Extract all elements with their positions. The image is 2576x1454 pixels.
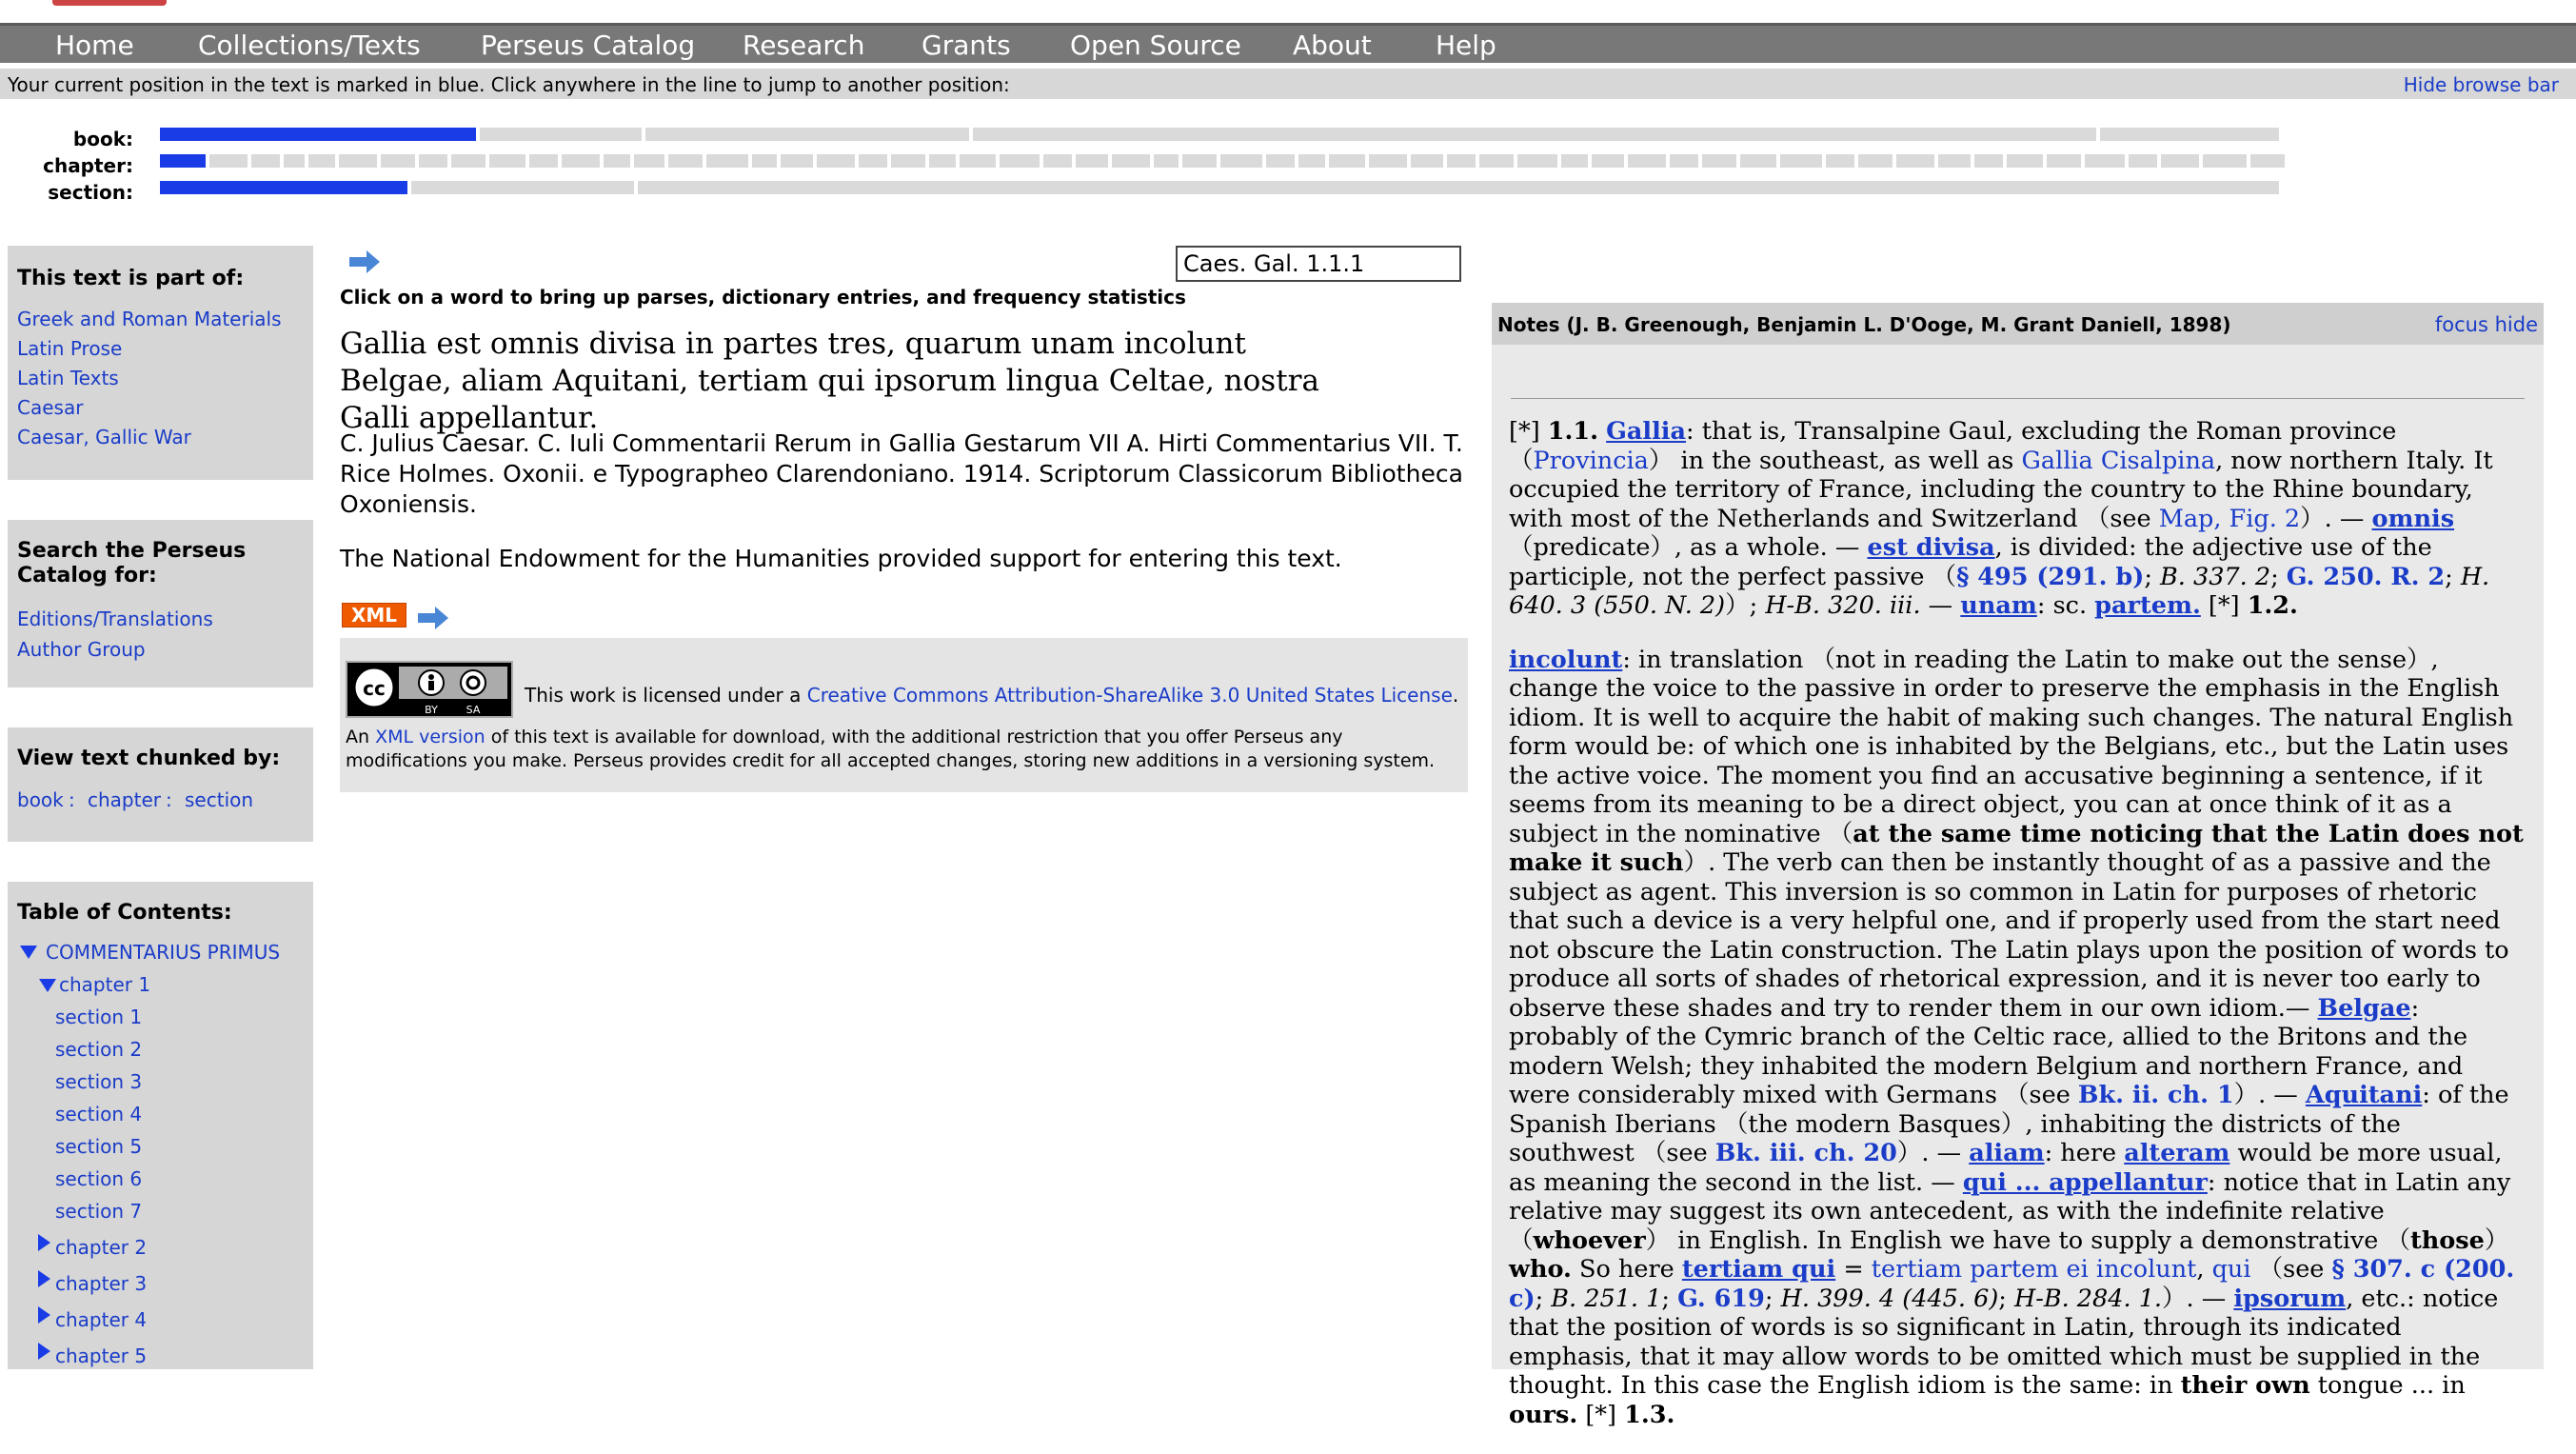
note-ref-link[interactable]: Map, Fig. 2 xyxy=(2158,504,2301,533)
logo-tab xyxy=(52,0,167,6)
chapter-segment[interactable] xyxy=(1182,154,1217,168)
chapter-segment[interactable] xyxy=(2161,154,2199,168)
chapter-segment[interactable] xyxy=(284,154,305,168)
nav-home[interactable]: Home xyxy=(55,30,134,61)
nav-open-source[interactable]: Open Source xyxy=(1070,30,1241,61)
cc-by-sa-badge[interactable] xyxy=(346,661,513,718)
note-ref-link[interactable]: tertiam partem ei incolunt xyxy=(1871,1255,2197,1284)
toc-chapter-3[interactable]: chapter 3 xyxy=(55,1272,148,1295)
chapter-segment[interactable] xyxy=(1896,154,1934,168)
toc-section-3[interactable]: section 3 xyxy=(55,1070,143,1093)
note-lemma-link[interactable]: est divisa xyxy=(1867,533,1995,562)
nav-help[interactable]: Help xyxy=(1436,30,1496,61)
chapter-segment[interactable] xyxy=(859,154,887,168)
chapter-segment[interactable] xyxy=(1220,154,1262,168)
license-link[interactable]: Creative Commons Attribution-ShareAlike 3.0 United States License xyxy=(806,684,1453,707)
chapter-segment[interactable] xyxy=(891,154,925,168)
chunk-separator: : xyxy=(166,788,172,811)
chapter-segment[interactable] xyxy=(2203,154,2247,168)
link-editions[interactable]: Editions/Translations xyxy=(17,607,213,630)
chapter-segment[interactable] xyxy=(2129,154,2157,168)
note-ref-link[interactable]: qui xyxy=(2211,1255,2251,1284)
search-catalog-box xyxy=(8,520,313,687)
chunk-by-book[interactable]: book xyxy=(17,788,64,811)
chunked-heading: View text chunked by: xyxy=(17,747,281,770)
section-segment[interactable] xyxy=(411,181,634,194)
note-paragraph: [*] 1.1. Gallia: that is, Transalpine Gaul, excluding the Roman province （Provincia） in the southeast, as well as Gallia Cisalpina, now northern Italy. It occupied the territory of France, including the country to the Rhine boundary, with most of the Netherlands and Switzerland （see Map, Fig. 2）. — omnis （predicate）, as a whole. — est divisa, is divided: the adjective use of the participle, not the perfect passive （§ 495 (291. b); B. 337. 2; G. 250. R. 2; H. 640. 3 (550. N. 2)）; H-B. 320. iii. — unam: sc. partem. [*] 1.2. xyxy=(1509,417,2493,620)
xml-rest: of this text is available for download, with the additional restriction that you offer Perseus any modifications you make. Perseus provides credit for all accepted changes, storing new additions in a versioning system. xyxy=(346,727,1436,771)
text-pane xyxy=(328,238,1466,1369)
link-latin-texts[interactable]: Latin Texts xyxy=(17,367,119,389)
section-segment[interactable] xyxy=(638,181,2279,194)
note-lemma-link[interactable]: ipsorum xyxy=(2233,1284,2347,1313)
chapter-segment[interactable] xyxy=(817,154,855,168)
cc-text: cc xyxy=(363,677,386,700)
toc-section-1[interactable]: section 1 xyxy=(55,1006,143,1028)
next-arrow-icon[interactable] xyxy=(416,604,450,632)
notes-hide-link[interactable]: hide xyxy=(2494,313,2538,336)
note-ref-link[interactable]: Bk. iii. ch. 20 xyxy=(1714,1139,1897,1167)
latin-passage[interactable]: Gallia est omnis divisa in partes tres, quarum unam incolunt Belgae, aliam Aquitani, tertiam qui ipsorum lingua Celtae, nostra Galli appellantur. xyxy=(340,327,1319,435)
toc-heading: Table of Contents: xyxy=(17,901,232,925)
chapter-segment[interactable] xyxy=(529,154,558,168)
chapter-segment[interactable] xyxy=(2250,154,2285,168)
chunk-separator: : xyxy=(69,788,75,811)
chapter-segment[interactable] xyxy=(752,154,777,168)
chapter-segment[interactable] xyxy=(1076,154,1108,168)
chapter-segment[interactable] xyxy=(1702,154,1736,168)
chapter-segment[interactable] xyxy=(2047,154,2081,168)
by-text: BY xyxy=(425,704,438,716)
notes-controls xyxy=(2435,313,2538,336)
toc-section-2[interactable]: section 2 xyxy=(55,1038,143,1061)
note-ref-link[interactable]: Provincia xyxy=(1533,446,1649,475)
xml-version-link[interactable]: XML version xyxy=(375,727,485,747)
xml-badge[interactable]: XML xyxy=(342,603,406,627)
chapter-segment[interactable] xyxy=(1938,154,1971,168)
xml-an: An xyxy=(346,727,376,747)
chunk-by-section[interactable]: section xyxy=(185,788,254,811)
chapter-segment[interactable] xyxy=(489,154,525,168)
expand-triangle-icon[interactable] xyxy=(38,1306,50,1324)
section-segment-current[interactable] xyxy=(160,181,407,194)
chapter-segment[interactable] xyxy=(419,154,447,168)
note-lemma-link[interactable]: unam xyxy=(1960,591,2037,620)
chapter-segment[interactable] xyxy=(381,154,415,168)
link-greek-roman[interactable]: Greek and Roman Materials xyxy=(17,308,282,330)
link-author-group[interactable]: Author Group xyxy=(17,638,146,661)
chapter-segment[interactable] xyxy=(1411,154,1443,168)
chapter-segment[interactable] xyxy=(1670,154,1698,168)
chapter-segment[interactable] xyxy=(1369,154,1407,168)
note-ref-link[interactable]: G. 250. R. 2 xyxy=(2286,562,2446,591)
chapter-segment[interactable] xyxy=(1858,154,1892,168)
citation-input[interactable] xyxy=(1176,246,1461,282)
chapter-segment[interactable] xyxy=(1517,154,1557,168)
license-box xyxy=(340,638,1468,792)
chapter-segment[interactable] xyxy=(251,154,280,168)
toc-section-5[interactable]: section 5 xyxy=(55,1135,143,1158)
chapter-segment[interactable] xyxy=(1266,154,1295,168)
next-arrow-icon[interactable] xyxy=(347,248,382,276)
search-catalog-heading: Search the Perseus Catalog for: xyxy=(17,539,247,588)
nav-research[interactable]: Research xyxy=(743,30,865,61)
notes-focus-link[interactable]: focus xyxy=(2434,313,2488,336)
position-bar xyxy=(0,69,2576,99)
chapter-segment[interactable] xyxy=(668,154,703,168)
notes-header xyxy=(1492,303,2544,345)
browse-label-book: book: xyxy=(72,128,133,150)
note-lemma-link[interactable]: Gallia xyxy=(1606,417,1687,446)
chapter-segment[interactable] xyxy=(1447,154,1476,168)
chapter-segment[interactable] xyxy=(1561,154,1588,168)
hide-browse-bar-link[interactable]: Hide browse bar xyxy=(2403,73,2559,96)
note-paragraph: incolunt: in translation （not in reading the Latin to make out the sense）, change the voice to the passive in order to preserve the emphasis in the English idiom. It is well to acquire the habit of making such changes. The natural English form would be: of which one is inhabited by the Belgians, etc., but the Latin uses the active voice. The moment you find an accusative beginning a sentence, if it seems from its meaning to be a direct object, you can at once think of it as a subject in the nominative （at the same time noticing that the Latin does not make it such）. The verb can then be instantly thought of as a passive and the subject as agent. This inversion is so common in Latin for purposes of rhetoric that such a device is a very helpful one, and if properly used from the start need not obscure the Latin construction. The Latin plays upon the position of words to produce all sorts of shades of rhetorical expression, and it is never too early to observe these shades and try to render them in our own idiom.— Belgae: probably of the Cymric branch of the Celtic race, allied to the Britons and the modern Welsh; they inhabited the modern Belgium and northern France, and were considerably mixed with Germans （see Bk. ii. ch. 1）. — Aquitani: of the Spanish Iberians （the modern Basques）, inhabiting the districts of the southwest （see Bk. iii. ch. 20）. — aliam: here alteram would be more usual, as meaning the second in the list. — qui ... appellantur: notice that in Latin any relative may suggest its own antecedent, as with the indefinite relative （whoever） in English. In English we have to supply a demonstrative （those） who. So here tertiam qui = tertiam partem ei incolunt, qui （see § 307. c (200. c); B. 251. 1; G. 619; H. 399. 4 (445. 6); H-B. 284. 1.）. — ipsorum, etc.: notice that the position of words is so significant in Latin, through its indicated emphasis, that it may allow words to be omitted which must be supplied in the thought. In this case the English idiom is the same: in their own tongue ... in ours. [*] 1.3. xyxy=(1509,645,2524,1429)
chapter-segment[interactable] xyxy=(1974,154,2003,168)
sa-text: SA xyxy=(466,704,481,716)
note-ref-link[interactable]: § 495 (291. b) xyxy=(1956,562,2145,591)
neh-credit: The National Endowment for the Humanities provided support for entering this text. xyxy=(340,545,1342,572)
nav-grants[interactable]: Grants xyxy=(921,30,1011,61)
link-gallic-war[interactable]: Caesar, Gallic War xyxy=(17,426,191,448)
chapter-segment[interactable] xyxy=(604,154,630,168)
chapter-segment[interactable] xyxy=(1592,154,1624,168)
chapter-segment[interactable] xyxy=(2007,154,2043,168)
book-segment-current[interactable] xyxy=(160,128,476,141)
browse-label-chapter: chapter: xyxy=(43,154,133,177)
note-lemma-link[interactable]: incolunt xyxy=(1509,645,1623,674)
top-strip xyxy=(0,0,2576,23)
toc-book-1[interactable]: COMMENTARIUS PRIMUS xyxy=(46,941,281,964)
chapter-segment[interactable] xyxy=(1780,154,1822,168)
nav-collections[interactable]: Collections/Texts xyxy=(198,30,421,61)
toc-section-4[interactable]: section 4 xyxy=(55,1103,143,1125)
chapter-segment[interactable] xyxy=(1154,154,1179,168)
book-segment[interactable] xyxy=(973,128,2096,141)
position-message: Your current position in the text is marked in blue. Click anywhere in the line to jump to another position: xyxy=(8,73,1010,96)
chunk-by-chapter[interactable]: chapter xyxy=(88,788,161,811)
toc-chapter-4[interactable]: chapter 4 xyxy=(55,1308,148,1331)
chapter-segment[interactable] xyxy=(1043,154,1072,168)
note-lemma-link[interactable]: omnis xyxy=(2371,504,2455,533)
chapter-segment-current[interactable] xyxy=(160,154,206,168)
toc-section-7[interactable]: section 7 xyxy=(55,1200,143,1223)
chapter-segment[interactable] xyxy=(706,154,748,168)
expand-triangle-icon[interactable] xyxy=(38,1343,50,1360)
chapter-segment[interactable] xyxy=(562,154,600,168)
book-segment[interactable] xyxy=(2100,128,2279,141)
chapter-segment[interactable] xyxy=(960,154,996,168)
toc-chapter-2[interactable]: chapter 2 xyxy=(55,1236,148,1259)
chapter-segment[interactable] xyxy=(1112,154,1150,168)
toc-chapter-1[interactable]: chapter 1 xyxy=(59,973,151,996)
link-caesar[interactable]: Caesar xyxy=(17,396,84,419)
note-ref-link[interactable]: Bk. ii. ch. 1 xyxy=(2077,1081,2234,1109)
chapter-segment[interactable] xyxy=(1740,154,1776,168)
chapter-segment[interactable] xyxy=(308,154,335,168)
link-latin-prose[interactable]: Latin Prose xyxy=(17,337,123,360)
expand-triangle-icon[interactable] xyxy=(38,1234,50,1251)
chapter-segment[interactable] xyxy=(1628,154,1666,168)
notes-title: Notes (J. B. Greenough, Benjamin L. D'Ooge, M. Grant Daniell, 1898) xyxy=(1497,313,2231,336)
chapter-segment[interactable] xyxy=(2085,154,2125,168)
book-segment[interactable] xyxy=(480,128,642,141)
chapter-segment[interactable] xyxy=(1000,154,1040,168)
note-lemma-link[interactable]: alteram xyxy=(2124,1139,2230,1167)
xml-download-text xyxy=(346,726,1469,773)
collapse-triangle-icon[interactable] xyxy=(20,946,37,959)
chapter-segment[interactable] xyxy=(1298,154,1325,168)
chunked-box xyxy=(8,727,313,842)
toc-chapter-5[interactable]: chapter 5 xyxy=(55,1344,148,1367)
chapter-segment[interactable] xyxy=(209,154,248,168)
chapter-segment[interactable] xyxy=(1329,154,1365,168)
note-lemma-link[interactable]: Belgae xyxy=(2317,993,2411,1023)
license-text xyxy=(525,684,1458,707)
chapter-segment[interactable] xyxy=(1479,154,1514,168)
note-ref-link[interactable]: § 307. c (200. c) xyxy=(1509,1255,2515,1313)
main-nav xyxy=(0,23,2576,63)
toc-box xyxy=(8,882,313,1369)
part-of-heading: This text is part of: xyxy=(17,267,245,290)
chapter-segment[interactable] xyxy=(634,154,664,168)
note-ref-link[interactable]: G. 619 xyxy=(1677,1284,1765,1313)
expand-triangle-icon[interactable] xyxy=(38,1270,50,1287)
toc-section-6[interactable]: section 6 xyxy=(55,1167,143,1190)
note-lemma-link[interactable]: tertiam qui xyxy=(1681,1255,1836,1284)
note-lemma-link[interactable]: partem. xyxy=(2094,591,2201,620)
note-lemma-link[interactable]: aliam xyxy=(1969,1139,2045,1167)
notes-panel xyxy=(1492,303,2544,1429)
browse-label-section: section: xyxy=(48,181,133,204)
part-of-box xyxy=(8,246,313,480)
book-segment[interactable] xyxy=(645,128,969,141)
chapter-segment[interactable] xyxy=(339,154,377,168)
notes-divider xyxy=(1511,398,2525,399)
nav-catalog[interactable]: Perseus Catalog xyxy=(481,30,696,61)
collapse-triangle-icon[interactable] xyxy=(39,979,56,992)
click-hint: Click on a word to bring up parses, dictionary entries, and frequency statistics xyxy=(340,286,1186,309)
license-suffix: . xyxy=(1452,684,1459,707)
chapter-segment[interactable] xyxy=(929,154,956,168)
chapter-segment[interactable] xyxy=(781,154,813,168)
edition-citation: C. Julius Caesar. C. Iuli Commentarii Rerum in Gallia Gestarum VII A. Hirti Commentarius VII. T. Rice Holmes. Oxonii. e Typographeo Clarendoniano. 1914. Scriptorum Classicorum Bibliotheca Oxoniensis. xyxy=(340,429,1463,518)
chapter-segment[interactable] xyxy=(1826,154,1854,168)
notes-text xyxy=(1509,417,2527,1454)
nav-about[interactable]: About xyxy=(1293,30,1372,61)
license-prefix: This work is licensed under a xyxy=(525,684,807,707)
note-ref-link[interactable]: Gallia Cisalpina xyxy=(2021,446,2216,475)
chapter-segment[interactable] xyxy=(451,154,485,168)
note-lemma-link[interactable]: qui ... appellantur xyxy=(1962,1167,2208,1197)
note-lemma-link[interactable]: Aquitani xyxy=(2305,1081,2423,1109)
